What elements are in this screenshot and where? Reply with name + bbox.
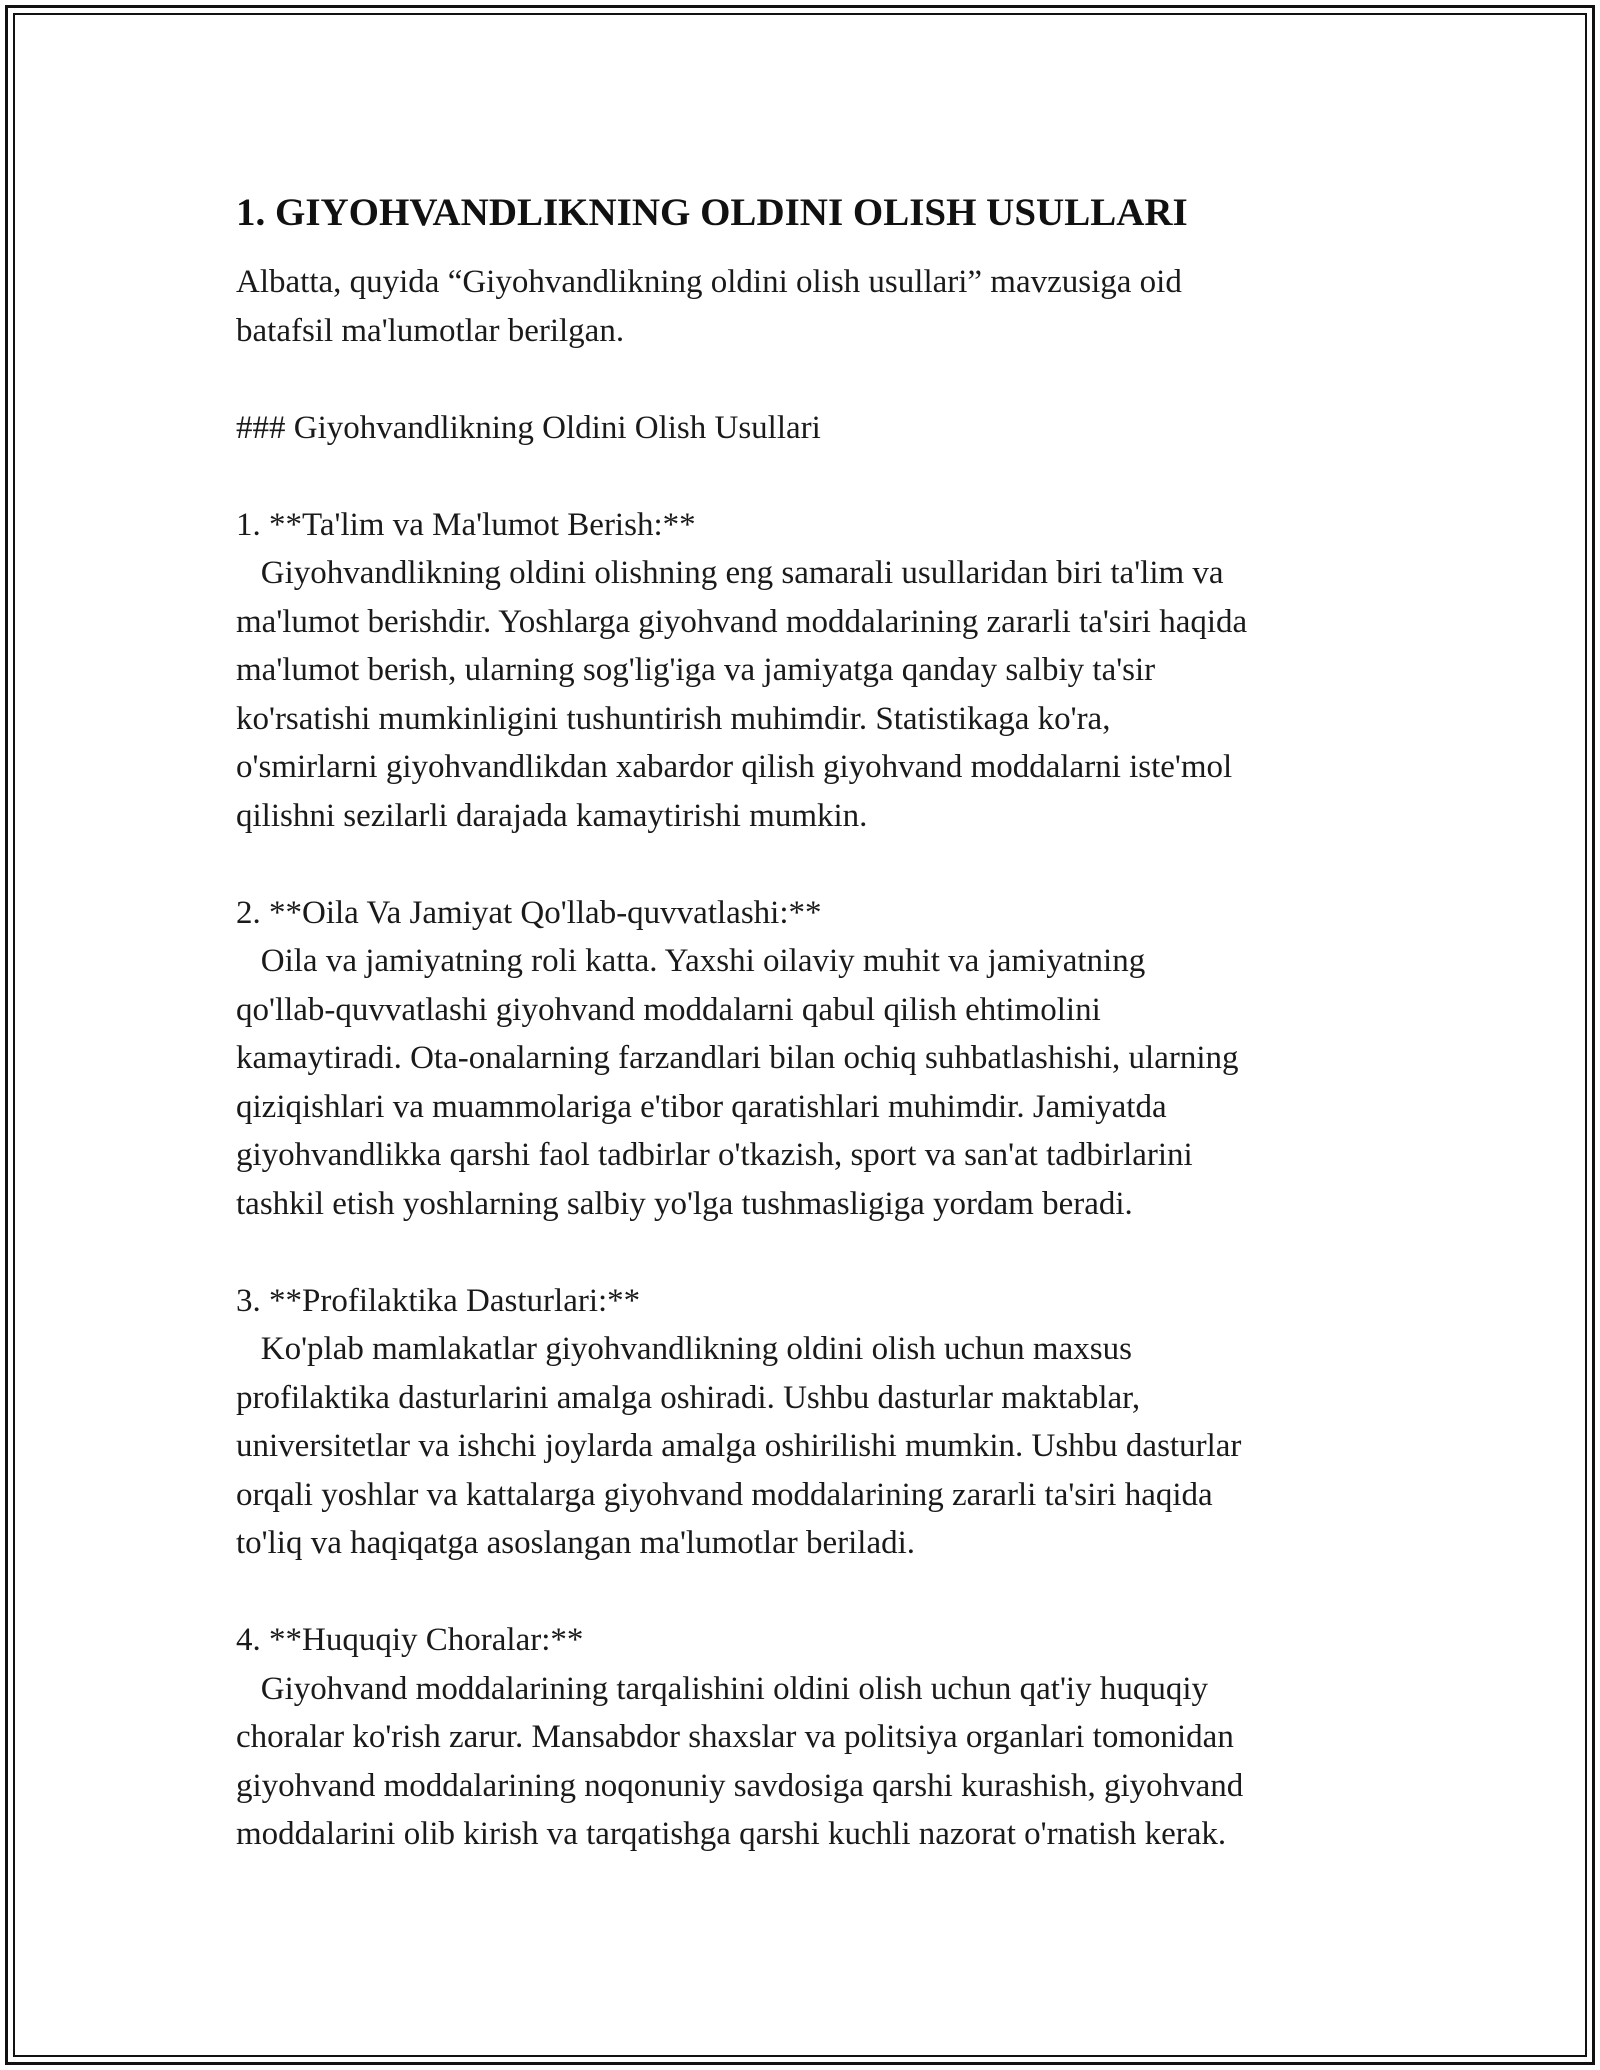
- section-1: [236, 501, 1376, 841]
- spacer: [236, 1228, 1376, 1277]
- section-body: Ko'plab mamlakatlar giyohvandlikning oldini olish uchun maxsus profilaktika dasturlarini amalga oshiradi. Ushbu dasturlar maktablar, universitetlar va ishchi joylarda amalga oshirilishi mumkin. Ushbu dasturlar orqali yoshlar va kattalarga giyohvand moddalarining zararli ta'siri haqida to'liq va haqiqatga asoslangan ma'lumotlar beriladi.: [236, 1331, 1242, 1561]
- section-4: [236, 1616, 1376, 1859]
- section-body: Oila va jamiyatning roli katta. Yaxshi oilaviy muhit va jamiyatning qo'llab-quvvatlashi giyohvand moddalarni qabul qilish ehtimolini kamaytiradi. Ota-onalarning farzandlari bilan ochiq suhbatlashishi, ularning qiziqishlari va muammolariga e'tibor qaratishlari muhimdir. Jamiyatda giyohvandlikka qarshi faol tadbirlar o'tkazish, sport va san'at tadbirlarini tashkil etish yoshlarning salbiy yo'lga tushmasligiga yordam beradi.: [236, 943, 1239, 1222]
- spacer: [236, 840, 1376, 889]
- section-heading: 3. **Profilaktika Dasturlari:**: [236, 1282, 641, 1319]
- section-body: Giyohvandlikning oldini olishning eng samarali usullaridan biri ta'lim va ma'lumot berishdir. Yoshlarga giyohvand moddalarining zararli ta'siri haqida ma'lumot berish, ularning sog'lig'iga va jamiyatga qanday salbiy ta'sir ko'rsatishi mumkinligini tushuntirish muhimdir. Statistikaga ko'ra, o'smirlarni giyohvandlikdan xabardor qilish giyohvand moddalarni iste'mol qilishni sezilarli darajada kamaytirishi mumkin.: [236, 555, 1248, 834]
- section-heading: 1. **Ta'lim va Ma'lumot Berish:**: [236, 506, 696, 543]
- spacer: [236, 1568, 1376, 1617]
- document-body: [236, 188, 1376, 1859]
- section-heading: 2. **Oila Va Jamiyat Qo'llab-quvvatlashi:**: [236, 894, 822, 931]
- section-3: [236, 1277, 1376, 1568]
- subheading: ### Giyohvandlikning Oldini Olish Usullari: [236, 409, 821, 446]
- section-body: Giyohvand moddalarining tarqalishini oldini olish uchun qat'iy huquqiy choralar ko'rish zarur. Mansabdor shaxslar va politsiya organlari tomonidan giyohvand moddalarining noqonuniy savdosiga qarshi kurashish, giyohvand moddalarini olib kirish va tarqatishga qarshi kuchli nazorat o'rnatish kerak.: [236, 1670, 1244, 1852]
- spacer: [236, 355, 1376, 404]
- intro-paragraph: Albatta, quyida “Giyohvandlikning oldini olish usullari” mavzusiga oid batafsil ma'lumotlar berilgan.: [236, 264, 1182, 349]
- spacer: [236, 452, 1376, 501]
- section-2: [236, 889, 1376, 1229]
- section-heading: 4. **Huquqiy Choralar:**: [236, 1622, 584, 1658]
- document-title: 1. GIYOHVANDLIKNING OLDINI OLISH USULLARI: [236, 191, 1188, 234]
